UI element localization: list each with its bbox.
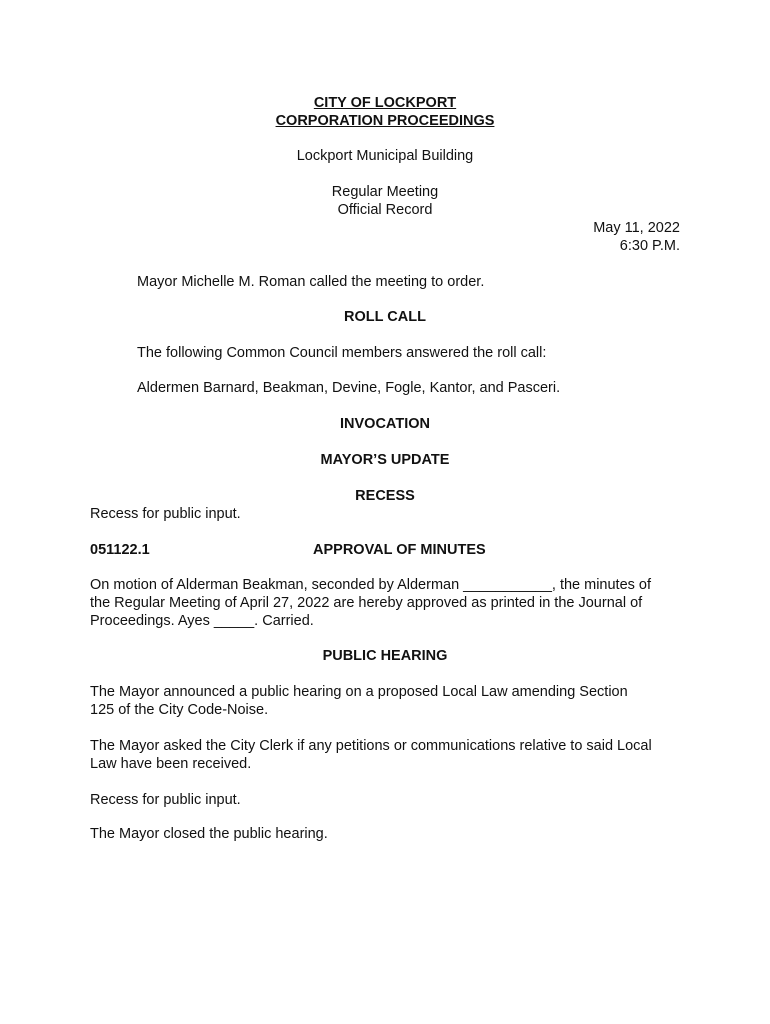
hearing-announcement-line: The Mayor announced a public hearing on a proposed Local Law amending Section [90,684,628,700]
aldermen-list: Aldermen Barnard, Beakman, Devine, Fogle, Kantor, and Pasceri. [137,380,561,396]
recess-heading: RECESS [355,488,415,504]
approval-text-line: the Regular Meeting of April 27, 2022 are hereby approved as printed in the Journal of [90,595,643,611]
call-to-order: Mayor Michelle M. Roman called the meeting to order. [137,274,485,290]
hearing-closed-text: The Mayor closed the public hearing. [90,826,328,842]
approval-text-line: Proceedings. Ayes _____. Carried. [90,613,314,629]
recess-text: Recess for public input. [90,506,241,522]
meeting-time: 6:30 P.M. [619,238,680,254]
approval-heading: APPROVAL OF MINUTES [313,542,486,558]
hearing-petitions-line: The Mayor asked the City Clerk if any petitions or communications relative to said Local [90,738,652,754]
invocation-heading: INVOCATION [340,416,430,432]
resolution-number: 051122.1 [90,542,150,558]
hearing-recess-text: Recess for public input. [90,792,241,808]
record-type: Official Record [337,202,433,218]
roll-call-text: The following Common Council members answered the roll call: [137,345,547,361]
mayors-update-heading: MAYOR’S UPDATE [320,452,450,468]
meeting-location: Lockport Municipal Building [296,148,474,164]
hearing-announcement-line: 125 of the City Code-Noise. [90,702,269,718]
public-hearing-heading: PUBLIC HEARING [322,648,448,664]
meeting-type: Regular Meeting [331,184,439,200]
document-subtitle: CORPORATION PROCEEDINGS [275,113,495,129]
document-title: CITY OF LOCKPORT [313,95,457,111]
roll-call-heading: ROLL CALL [344,309,426,325]
meeting-date: May 11, 2022 [593,220,680,236]
hearing-petitions-line: Law have been received. [90,756,252,772]
approval-text-line: On motion of Alderman Beakman, seconded by Alderman ___________, the minutes of [90,577,652,593]
